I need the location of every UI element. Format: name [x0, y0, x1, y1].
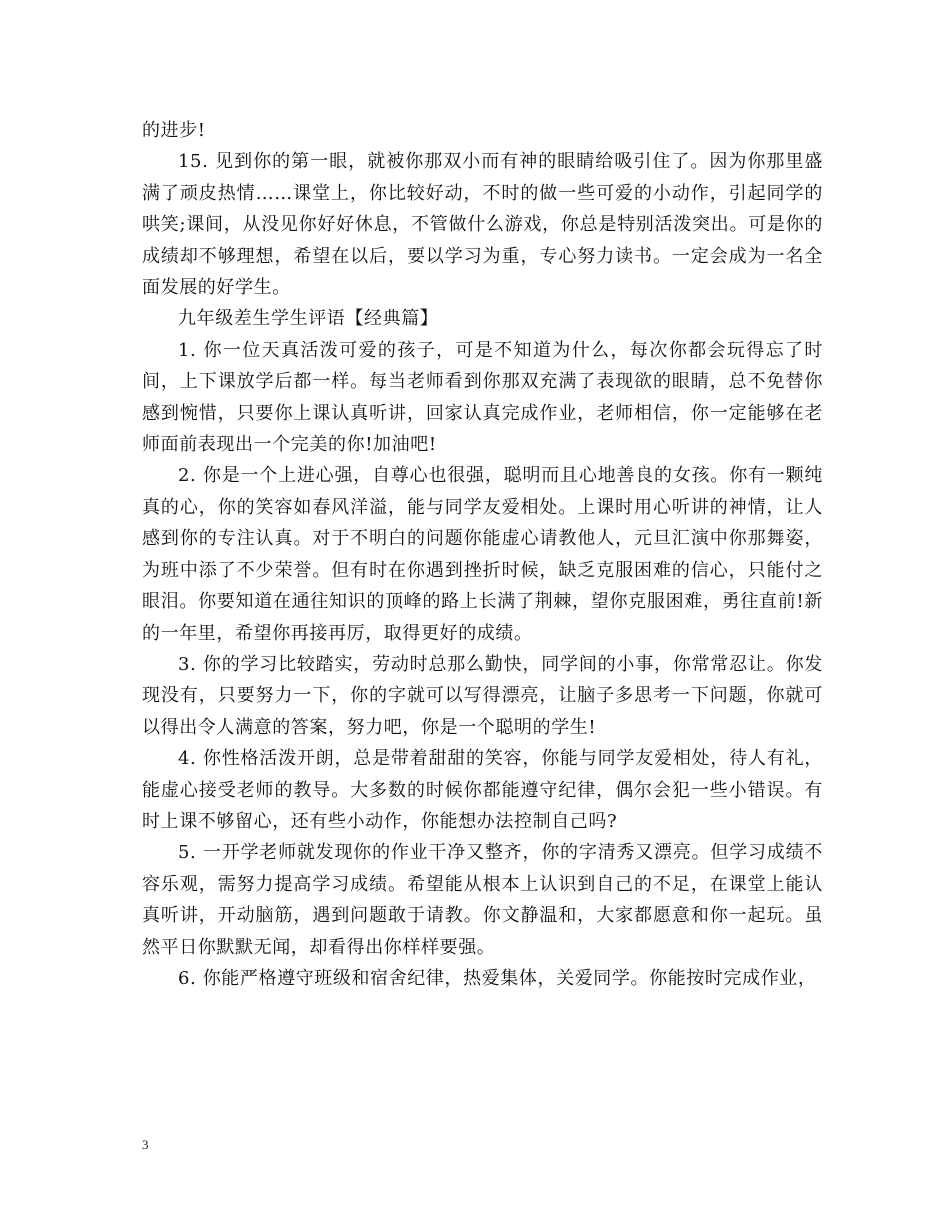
paragraph-15: 15. 见到你的第一眼，就被你那双小而有神的眼睛给吸引住了。因为你那里盛满了顽皮热情……课堂上，你比较好动，不时的做一些可爱的小动作，引起同学的哄笑;课间，从没见你好好休息，不管做什么游戏，你总是特别活泼突出。可是你的成绩却不够理想，希望在以后，要以学习为重，专心努力读书。一定会成为一名全面发展的好学生。 [142, 151, 823, 299]
page-number: 3 [142, 1137, 149, 1152]
paragraph-2: 2. 你是一个上进心强，自尊心也很强，聪明而且心地善良的女孩。你有一颗纯真的心，你的笑容如春风洋溢，能与同学友爱相处。上课时用心听讲的神情，让人感到你的专注认真。对于不明白的问题你能虚心请教他人，元旦汇演中你那舞姿，为班中添了不少荣誉。但有时在你遇到挫折时候，缺乏克服困难的信心，只能付之眼泪。你要知道在通往知识的顶峰的路上长满了荆棘，望你克服困难，勇往直前!新的一年里，希望你再接再厉，取得更好的成绩。 [142, 465, 823, 644]
section-heading: 九年级差生学生评语【经典篇】 [178, 308, 439, 330]
paragraph-4: 4. 你性格活泼开朗，总是带着甜甜的笑容，你能与同学友爱相处，待人有礼，能虚心接受老师的教导。大多数的时候你都能遵守纪律，偶尔会犯一些小错误。有时上课不够留心，还有些小动作，你能想办法控制自己吗? [142, 748, 823, 832]
paragraph-5: 5. 一开学老师就发现你的作业干净又整齐，你的字清秀又漂亮。但学习成绩不容乐观，需努力提高学习成绩。希望能从根本上认识到自己的不足，在课堂上能认真听讲，开动脑筋，遇到问题敢于请教。你文静温和，大家都愿意和你一起玩。虽然平日你默默无闻，却看得出你样样要强。 [142, 842, 823, 958]
paragraph-6: 6. 你能严格遵守班级和宿舍纪律，热爱集体，关爱同学。你能按时完成作业， [178, 967, 817, 989]
document-body [142, 115, 823, 994]
paragraph-1: 1. 你一位天真活泼可爱的孩子，可是不知道为什么，每次你都会玩得忘了时间，上下课放学后都一样。每当老师看到你那双充满了表现欲的眼睛，总不免替你感到惋惜，只要你上课认真听讲，回家认真完成作业，老师相信，你一定能够在老师面前表现出一个完美的你!加油吧! [142, 339, 823, 456]
paragraph-continued: 的进步! [142, 120, 206, 141]
paragraph-3: 3. 你的学习比较踏实，劳动时总那么勤快，同学间的小事，你常常忍让。你发现没有，只要努力一下，你的字就可以写得漂亮，让脑子多思考一下问题，你就可以得出令人满意的答案，努力吧，你是一个聪明的学生! [142, 653, 823, 738]
